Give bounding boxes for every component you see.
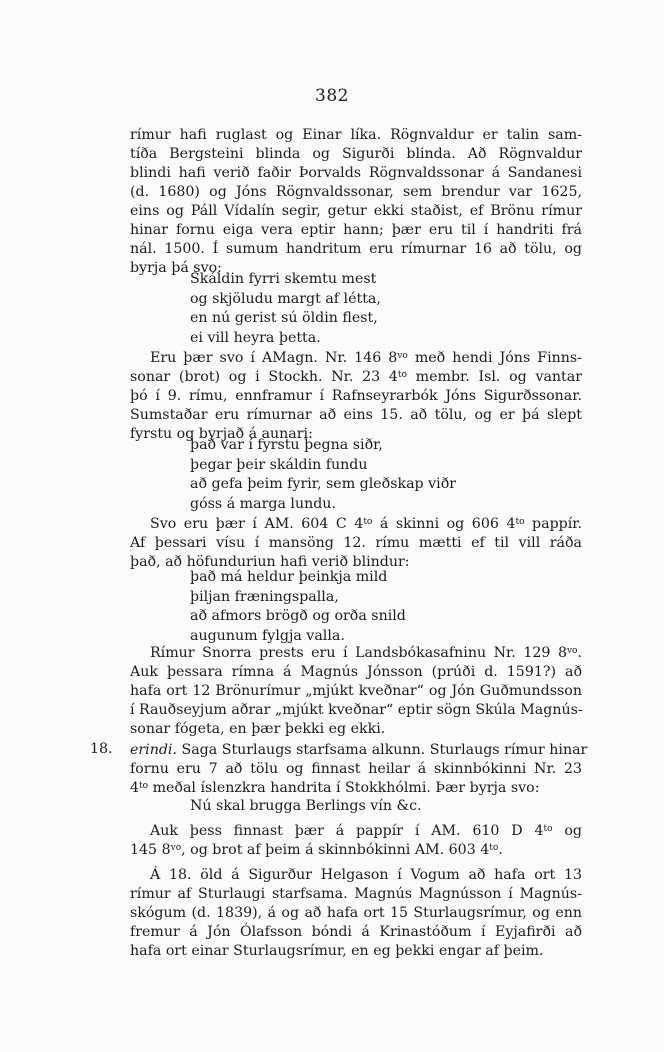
verse-4 [190,797,422,817]
text-line: rímur hafi ruglast og Einar líka. Rögnvaldur er talin sam- [130,127,582,143]
text-line: Rímur Snorra prests eru í Landsbókasafninu Nr. 129 $8^{vo}$. [150,645,582,661]
paragraph-4 [130,644,582,739]
text-line: Sumstaðar eru rímurnar að eins 15. að tölu, og er þá slept [130,407,582,423]
section-lead: erindi. [130,742,177,758]
text-line: hafa ort 12 Brönurímur „mjúkt kveðnar“ og Jón Guðmundsson [130,683,582,699]
paragraph-3 [130,515,582,572]
text-line: þó í 9. rímu, ennframur í Rafnseyrarbók Jóns Sigurðssonar. [130,388,582,404]
text-line: rímur af Sturlaugi starfsama. Magnús Magnússon í Magnús- [130,886,582,902]
verse-line: þegar þeir skáldin fundu [190,456,368,473]
text-line: nál. 1500. Í sumum handritum eru rímurnar 16 að tölu, og [130,241,582,257]
verse-3 [190,568,406,646]
text-line: eins og Páll Vídalín segir, getur ekki staðist, ef Brönu rímur [130,203,582,219]
text-line: blindi hafi verið faðir Þorvalds Rögnvaldssonar á Sandanesi [130,165,582,181]
verse-line: og skjöludu margt af létta, [190,290,381,307]
verse-2 [190,436,456,514]
text-line: tíða Bergsteini blinda og Sigurði blinda. Að Rögnvaldur [130,146,582,162]
text-line: $4^{to}$ meðal íslenzkra handrita í Stokkhólmi. Þær byrja svo: [130,780,540,796]
verse-line: Skáldin fyrri skemtu mest [190,271,377,287]
text-line: hinar fornu eiga vera eptir hann; þær eru til í handriti frá [130,222,582,238]
verse-line: góss á marga lundu. [190,495,336,512]
verse-1 [190,270,381,348]
paragraph-6 [130,822,582,860]
text-span: Saga Sturlaugs starfsama alkunn. Sturlaugs rímur hinar [176,742,588,758]
text-line: byrja þá svo: [130,260,222,276]
paragraph-5 [130,741,588,798]
verse-line: en nú gerist sú öldin flest, [190,310,378,326]
text-line: (d. 1680) og Jóns Rögnvaldssonar, sem brendur var 1625, [130,184,582,200]
text-line: fremur á Jón Ólafsson bóndi á Krinastóðum í Eyjafirði að [130,924,582,940]
text-line: fyrstu og byrjað á aunari: [130,426,313,442]
verse-line: það var í fyrstu þegna siðr, [190,437,383,453]
text-line: Auk þessara rímna á Magnús Jónsson (prúði d. 1591?) að [130,664,582,680]
text-line [130,741,588,760]
text-line: Svo eru þær í AM. 604 C $4^{to}$ á skinni og 606 $4^{to}$ pappír. [150,516,583,532]
text-line: skógum (d. 1839), á og að hafa ort 15 Sturlaugsrímur, og enn [130,905,582,921]
page-number: 382 [315,86,349,106]
paragraph-2 [130,349,582,444]
text-line: sonar fógeta, en þær þekki eg ekki. [130,721,386,737]
paragraph-7 [130,866,582,961]
verse-line: það má heldur þeinkja mild [190,569,388,585]
text-line: í Rauðseyjum aðrar „mjúkt kveðnar“ eptir sögn Skúla Magnús- [130,702,583,718]
verse-line: ei vill heyra þetta. [190,329,321,346]
text-line: Á 18. öld á Sigurður Helgason í Vogum að hafa ort 13 [150,867,582,883]
text-line: hafa ort einar Sturlaugsrímur, en eg þekki engar af þeim. [130,943,544,959]
verse-line: að afmors brögð og orða snild [190,608,406,624]
text-line: Af þessari vísu í mansöng 12. rímu mætti ef til vill ráða [130,535,582,551]
verse-line: augunum fylgja valla. [190,627,345,644]
paragraph-1 [130,126,582,278]
text-line: Eru þær svo í AMagn. Nr. 146 $8^{vo}$ með hendi Jóns Finns- [150,350,582,366]
text-line: sonar (brot) og i Stockh. Nr. 23 $4^{to}$ membr. Isl. og vantar [130,369,582,385]
text-line: Auk þess finnast þær á pappír í AM. 610 D $4^{to}$ og [150,823,583,839]
verse-line: að gefa þeim fyrir, sem gleðskap viðr [190,476,457,492]
verse-line: þiljan fræningspalla, [190,588,339,605]
text-line: fornu eru 7 að tölu og finnast heilar á skinnbókinni Nr. 23 [130,761,582,777]
section-number: 18. [90,741,113,757]
verse-line: Nú skal brugga Berlings vín &c. [190,798,422,814]
text-line: 145 $8^{vo}$, og brot af þeim á skinnbókinni AM. 603 $4^{to}$. [130,842,503,858]
text-line: það, að höfunduriun hafi verið blindur: [130,554,410,570]
